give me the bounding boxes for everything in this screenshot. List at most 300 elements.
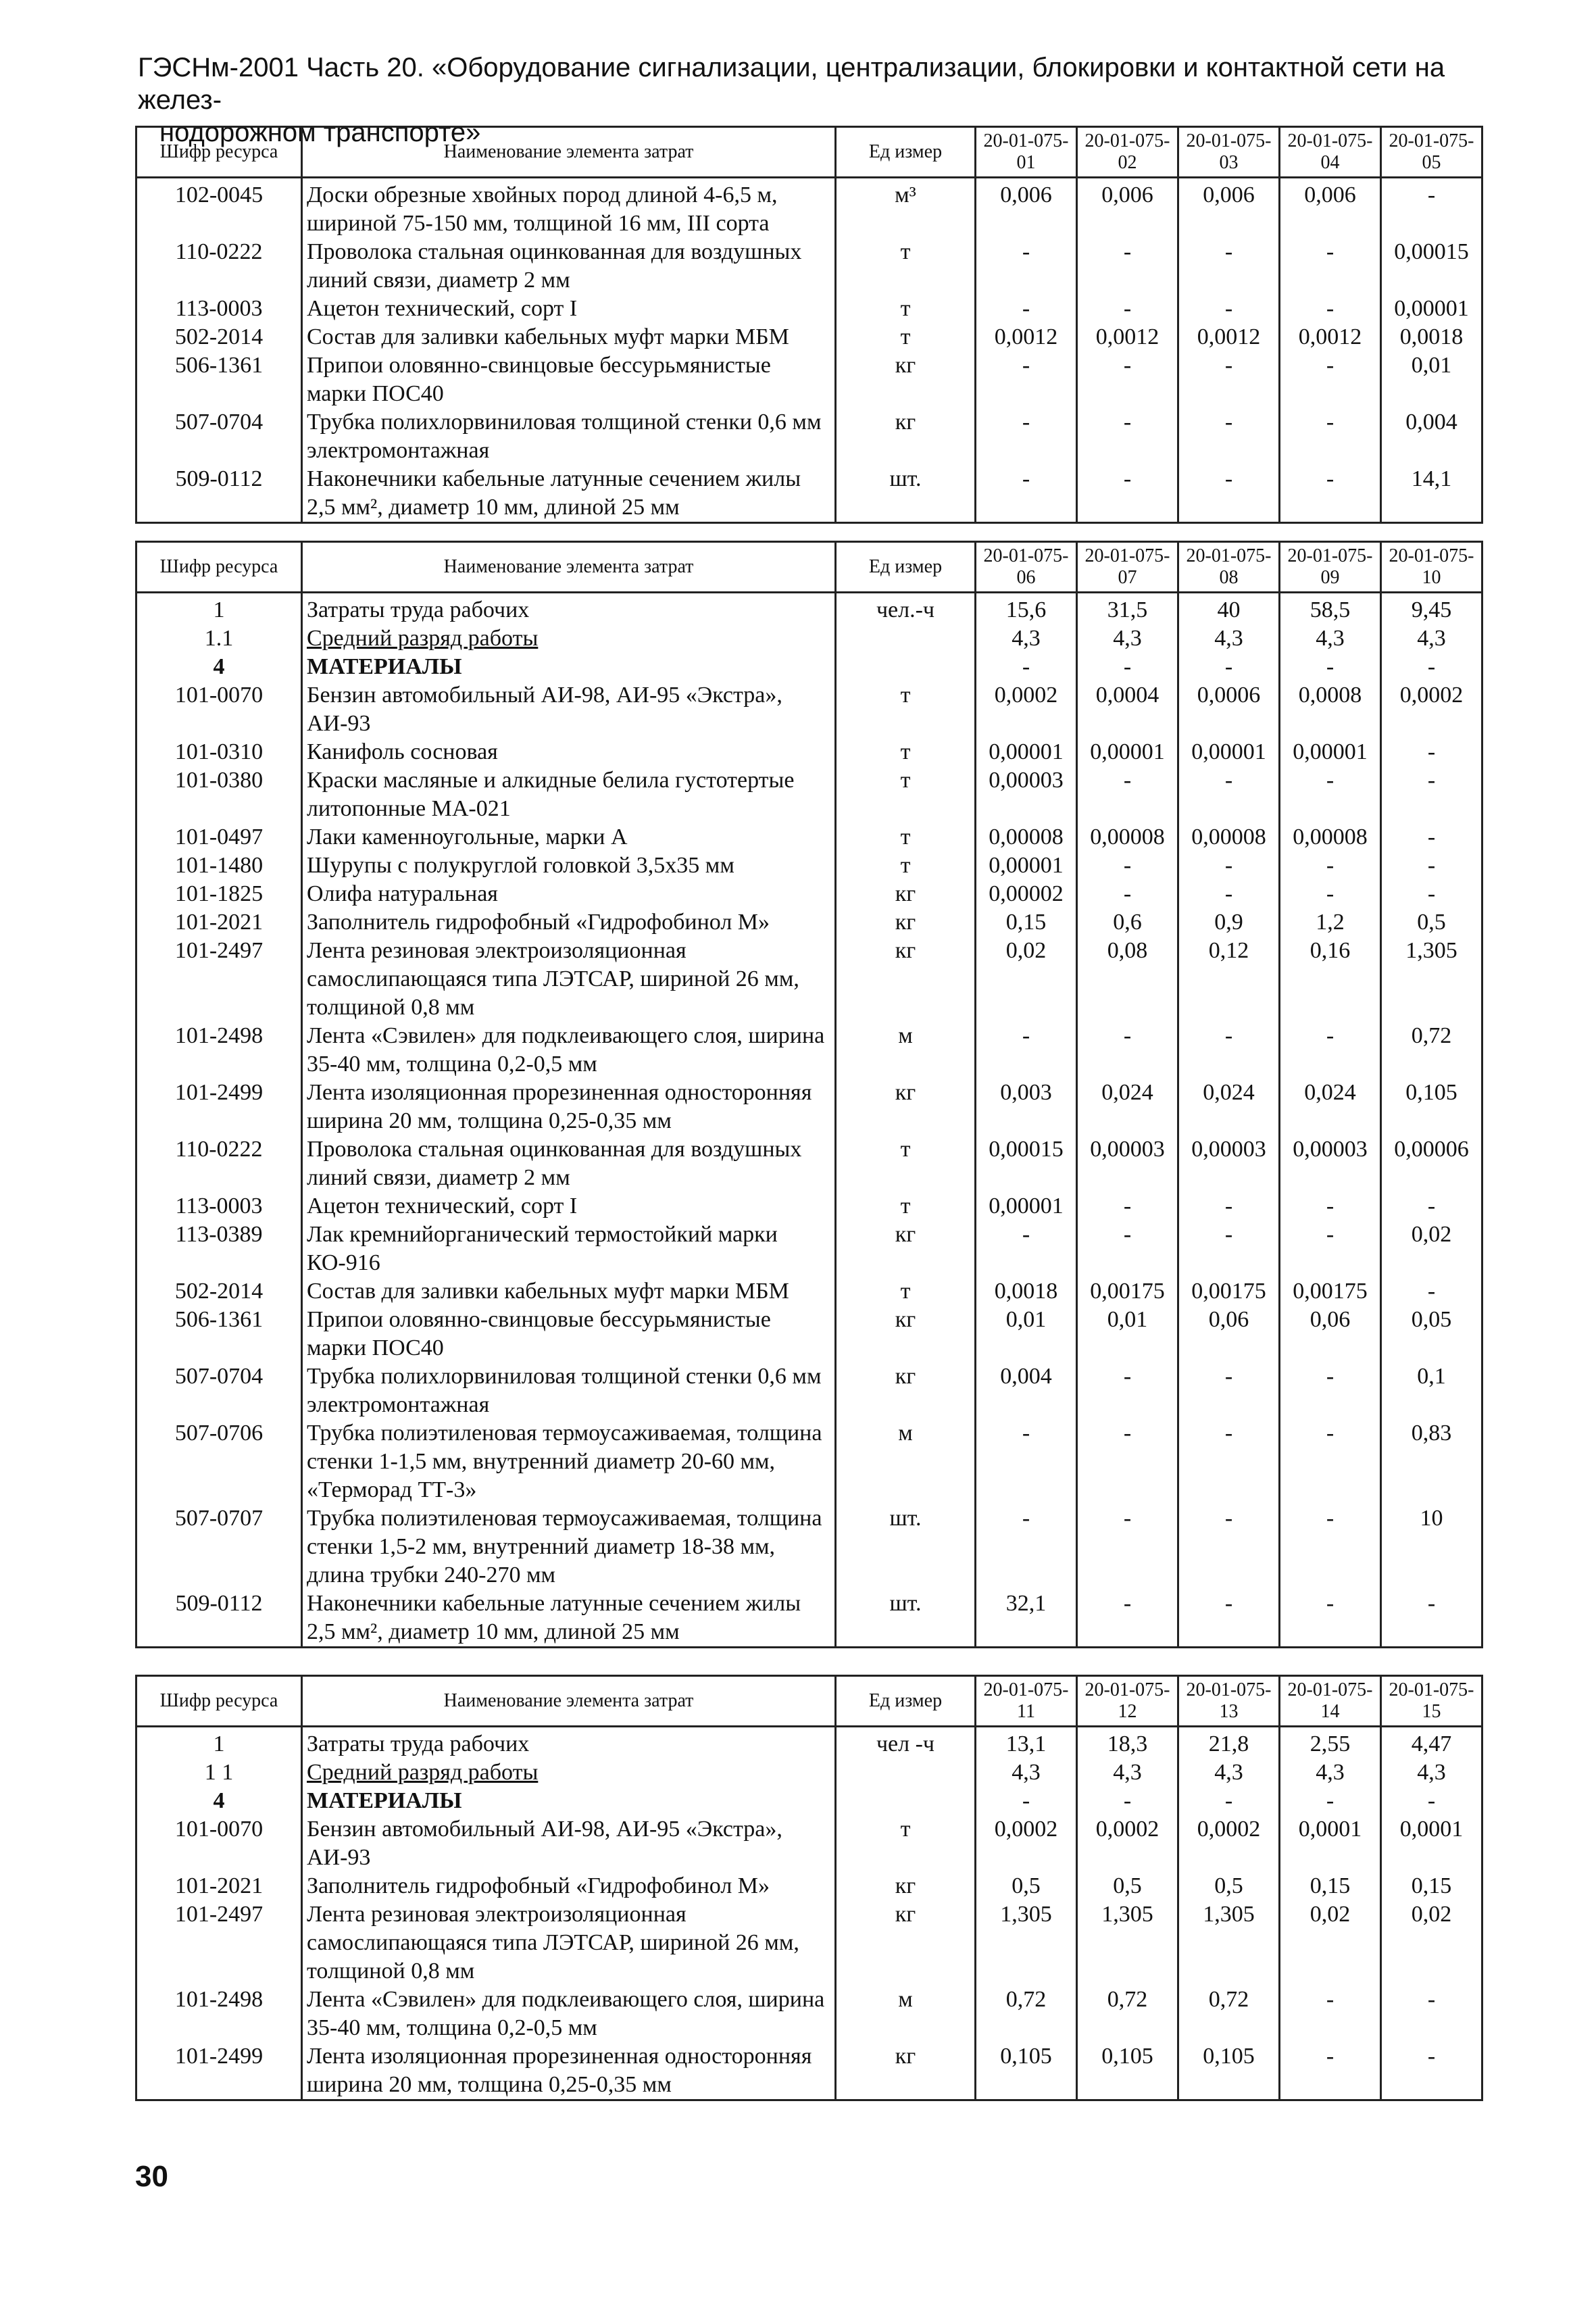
- resource-value: -: [1280, 1192, 1381, 1221]
- resource-value: -: [1381, 1787, 1482, 1815]
- resource-value: 0,1: [1381, 1362, 1482, 1419]
- resource-value: -: [1178, 1504, 1280, 1590]
- resource-name: Лента резиновая электроизоляционная самослипающаяся типа ЛЭТСАР, шириной 26 мм, толщиной 0,8 мм: [302, 937, 836, 1022]
- resource-value: 10: [1381, 1504, 1482, 1590]
- resource-name: Ацетон технический, сорт I: [302, 295, 836, 323]
- resource-name: Лаки каменноугольные, марки А: [302, 823, 836, 852]
- resource-code: 502-2014: [136, 1277, 302, 1306]
- table-row: [136, 880, 1482, 908]
- table-row: [136, 238, 1482, 295]
- resource-unit: т: [836, 766, 976, 823]
- resource-value: -: [1381, 653, 1482, 681]
- resource-value: -: [1178, 351, 1280, 408]
- resource-value: 0,024: [1178, 1079, 1280, 1135]
- resource-value: -: [1381, 880, 1482, 908]
- resource-code: 101-0070: [136, 1815, 302, 1872]
- resource-code: 110-0222: [136, 238, 302, 295]
- table-row: [136, 1022, 1482, 1079]
- resource-value: 0,02: [976, 937, 1077, 1022]
- resource-unit: т: [836, 1815, 976, 1872]
- resource-unit: кг: [836, 1872, 976, 1900]
- resource-value: 0,5: [1077, 1872, 1178, 1900]
- resource-name: Средний разряд работы: [302, 624, 836, 653]
- column-header-norm: 20-01-075-09: [1280, 542, 1381, 593]
- column-header-norm: 20-01-075-08: [1178, 542, 1280, 593]
- table-header-row: [136, 1676, 1482, 1727]
- table-row: [136, 323, 1482, 351]
- resource-unit: т: [836, 238, 976, 295]
- resource-value: 0,02: [1381, 1900, 1482, 1986]
- resource-table-3: [135, 1675, 1483, 2101]
- resource-name: Заполнитель гидрофобный «Гидрофобинол М»: [302, 908, 836, 937]
- resource-unit: т: [836, 1192, 976, 1221]
- resource-value: -: [1381, 178, 1482, 239]
- resource-value: 31,5: [1077, 593, 1178, 625]
- table-row: [136, 1192, 1482, 1221]
- resource-unit: кг: [836, 1306, 976, 1362]
- resource-value: -: [1178, 408, 1280, 465]
- resource-value: 4,3: [1077, 624, 1178, 653]
- resource-name: Лента изоляционная прорезиненная односторонняя ширина 20 мм, толщина 0,25-0,35 мм: [302, 2042, 836, 2100]
- resource-value: -: [1077, 1590, 1178, 1648]
- column-header-name: Наименование элемента затрат: [302, 127, 836, 178]
- resource-value: -: [1178, 1419, 1280, 1504]
- resource-value: -: [1381, 852, 1482, 880]
- table-row: [136, 1900, 1482, 1986]
- resource-value: -: [976, 1419, 1077, 1504]
- resource-value: -: [1178, 238, 1280, 295]
- resource-value: -: [1077, 465, 1178, 523]
- resource-value: -: [1381, 1590, 1482, 1648]
- resource-value: 0,12: [1178, 937, 1280, 1022]
- resource-unit: чел -ч: [836, 1727, 976, 1759]
- table-row: [136, 823, 1482, 852]
- resource-value: 1,305: [1381, 937, 1482, 1022]
- resource-value: 0,72: [1178, 1986, 1280, 2042]
- resource-value: 0,024: [1280, 1079, 1381, 1135]
- resource-unit: кг: [836, 880, 976, 908]
- resource-value: 0,15: [1280, 1872, 1381, 1900]
- resource-code: 101-2021: [136, 1872, 302, 1900]
- resource-value: 0,0012: [976, 323, 1077, 351]
- resource-code: 507-0707: [136, 1504, 302, 1590]
- table-header-row: [136, 542, 1482, 593]
- resource-value: 0,00008: [976, 823, 1077, 852]
- resource-unit: кг: [836, 908, 976, 937]
- resource-value: 0,00001: [1381, 295, 1482, 323]
- table-row: [136, 1306, 1482, 1362]
- resource-value: 1,2: [1280, 908, 1381, 937]
- resource-value: 32,1: [976, 1590, 1077, 1648]
- resource-value: 0,01: [1077, 1306, 1178, 1362]
- resource-code: 101-2497: [136, 1900, 302, 1986]
- resource-value: 0,72: [1077, 1986, 1178, 2042]
- resource-value: -: [1178, 1022, 1280, 1079]
- resource-unit: т: [836, 823, 976, 852]
- resource-value: 0,00015: [1381, 238, 1482, 295]
- resource-unit: шт.: [836, 1504, 976, 1590]
- resource-name: Лента «Сэвилен» для подклеивающего слоя, ширина 35-40 мм, толщина 0,2-0,5 мм: [302, 1986, 836, 2042]
- resource-unit: чел.-ч: [836, 593, 976, 625]
- resource-name: Бензин автомобильный АИ-98, АИ-95 «Экстра», АИ-93: [302, 1815, 836, 1872]
- resource-value: 1,305: [976, 1900, 1077, 1986]
- resource-value: 13,1: [976, 1727, 1077, 1759]
- table-row: [136, 178, 1482, 239]
- resource-unit: т: [836, 738, 976, 766]
- table-row: [136, 1135, 1482, 1192]
- resource-value: 15,6: [976, 593, 1077, 625]
- resource-value: -: [976, 1787, 1077, 1815]
- resource-code: 101-1825: [136, 880, 302, 908]
- resource-code: 102-0045: [136, 178, 302, 239]
- resource-code: 506-1361: [136, 351, 302, 408]
- column-header-norm: 20-01-075-02: [1077, 127, 1178, 178]
- resource-value: -: [1178, 465, 1280, 523]
- resource-value: 0,0002: [1178, 1815, 1280, 1872]
- resource-value: 0,00001: [1077, 738, 1178, 766]
- resource-value: -: [1077, 1192, 1178, 1221]
- resource-value: 0,5: [976, 1872, 1077, 1900]
- resource-value: 0,003: [976, 1079, 1077, 1135]
- resource-name: Проволока стальная оцинкованная для воздушных линий связи, диаметр 2 мм: [302, 1135, 836, 1192]
- table-row: [136, 408, 1482, 465]
- column-header-norm: 20-01-075-14: [1280, 1676, 1381, 1727]
- resource-value: 0,00003: [976, 766, 1077, 823]
- resource-value: 9,45: [1381, 593, 1482, 625]
- resource-value: -: [976, 653, 1077, 681]
- resource-value: -: [1178, 1787, 1280, 1815]
- resource-value: 0,00175: [1077, 1277, 1178, 1306]
- resource-unit: кг: [836, 1221, 976, 1277]
- resource-value: 0,00175: [1280, 1277, 1381, 1306]
- resource-unit: кг: [836, 1900, 976, 1986]
- resource-value: -: [1077, 351, 1178, 408]
- resource-value: -: [1077, 766, 1178, 823]
- column-header-norm: 20-01-075-03: [1178, 127, 1280, 178]
- resource-value: 21,8: [1178, 1727, 1280, 1759]
- resource-value: 0,0006: [1178, 681, 1280, 738]
- table-row: [136, 1986, 1482, 2042]
- resource-value: 0,15: [976, 908, 1077, 937]
- column-header-norm: 20-01-075-04: [1280, 127, 1381, 178]
- resource-value: 0,0002: [976, 681, 1077, 738]
- resource-value: 0,00008: [1077, 823, 1178, 852]
- resource-value: 0,00006: [1381, 1135, 1482, 1192]
- resource-value: 1,305: [1077, 1900, 1178, 1986]
- table-row: [136, 1758, 1482, 1787]
- table-row: [136, 1419, 1482, 1504]
- resource-value: -: [1178, 1221, 1280, 1277]
- resource-value: -: [976, 238, 1077, 295]
- resource-value: 0,00001: [976, 738, 1077, 766]
- table-row: [136, 295, 1482, 323]
- resource-value: 0,105: [1381, 1079, 1482, 1135]
- resource-unit: т: [836, 295, 976, 323]
- resource-value: -: [1178, 1362, 1280, 1419]
- resource-value: 0,00001: [1178, 738, 1280, 766]
- table-row: [136, 766, 1482, 823]
- resource-unit: м: [836, 1022, 976, 1079]
- resource-name: Ацетон технический, сорт I: [302, 1192, 836, 1221]
- resource-value: 0,105: [1178, 2042, 1280, 2100]
- resource-value: -: [1280, 1787, 1381, 1815]
- resource-value: -: [1381, 738, 1482, 766]
- resource-value: -: [1077, 1787, 1178, 1815]
- resource-name: Трубка полихлорвиниловая толщиной стенки 0,6 мм электромонтажная: [302, 408, 836, 465]
- resource-value: 0,0018: [1381, 323, 1482, 351]
- resource-value: 0,006: [976, 178, 1077, 239]
- resource-value: -: [1280, 1419, 1381, 1504]
- resource-value: 4,3: [1280, 624, 1381, 653]
- resource-code: 506-1361: [136, 1306, 302, 1362]
- resource-value: 0,00001: [1280, 738, 1381, 766]
- resource-unit: м: [836, 1419, 976, 1504]
- table-row: [136, 1815, 1482, 1872]
- resource-value: -: [1280, 653, 1381, 681]
- resource-unit: кг: [836, 1079, 976, 1135]
- resource-value: 0,00002: [976, 880, 1077, 908]
- resource-name: Наконечники кабельные латунные сечением жилы 2,5 мм², диаметр 10 мм, длиной 25 мм: [302, 465, 836, 523]
- resource-name: Лента резиновая электроизоляционная самослипающаяся типа ЛЭТСАР, шириной 26 мм, толщиной 0,8 мм: [302, 1900, 836, 1986]
- resource-code: 101-2498: [136, 1986, 302, 2042]
- resource-value: 0,6: [1077, 908, 1178, 937]
- table-row: [136, 738, 1482, 766]
- resource-value: 2,55: [1280, 1727, 1381, 1759]
- resource-value: -: [1280, 880, 1381, 908]
- table-row: [136, 1504, 1482, 1590]
- resource-value: -: [1280, 2042, 1381, 2100]
- resource-value: 0,00008: [1280, 823, 1381, 852]
- resource-name: Затраты труда рабочих: [302, 1727, 836, 1759]
- resource-name: Трубка полиэтиленовая термоусаживаемая, толщина стенки 1,5-2 мм, внутренний диаметр 18-38 мм, длина трубки 240-270 мм: [302, 1504, 836, 1590]
- resource-code: 4: [136, 1787, 302, 1815]
- resource-value: -: [1178, 852, 1280, 880]
- resource-value: 0,00001: [976, 1192, 1077, 1221]
- resource-value: -: [976, 351, 1077, 408]
- resource-value: 18,3: [1077, 1727, 1178, 1759]
- resource-unit: т: [836, 852, 976, 880]
- resource-unit: [836, 624, 976, 653]
- resource-name: Состав для заливки кабельных муфт марки МБМ: [302, 1277, 836, 1306]
- column-header-norm: 20-01-075-12: [1077, 1676, 1178, 1727]
- resource-unit: кг: [836, 1362, 976, 1419]
- resource-code: 101-2498: [136, 1022, 302, 1079]
- resource-name: Доски обрезные хвойных пород длиной 4-6,5 м, шириной 75-150 мм, толщиной 16 мм, III сорта: [302, 178, 836, 239]
- header-line-2: нодорожном транспорте»: [159, 118, 481, 147]
- resource-value: 0,05: [1381, 1306, 1482, 1362]
- resource-value: -: [1280, 1590, 1381, 1648]
- resource-unit: т: [836, 1277, 976, 1306]
- column-header-norm: 20-01-075-06: [976, 542, 1077, 593]
- table-row: [136, 1727, 1482, 1759]
- resource-value: 0,02: [1381, 1221, 1482, 1277]
- resource-unit: [836, 1758, 976, 1787]
- resource-value: 0,0001: [1381, 1815, 1482, 1872]
- resource-name: МАТЕРИАЛЫ: [302, 1787, 836, 1815]
- table-row: [136, 593, 1482, 625]
- resource-value: 4,3: [1381, 1758, 1482, 1787]
- resource-value: -: [1280, 1221, 1381, 1277]
- column-header-norm: 20-01-075-15: [1381, 1676, 1482, 1727]
- resource-name: Припои оловянно-свинцовые бессурьмянистые марки ПОС40: [302, 1306, 836, 1362]
- table-row: [136, 653, 1482, 681]
- resource-value: 0,5: [1381, 908, 1482, 937]
- resource-value: -: [1280, 351, 1381, 408]
- resource-unit: [836, 1787, 976, 1815]
- resource-unit: т: [836, 681, 976, 738]
- table-row: [136, 852, 1482, 880]
- resource-value: 0,0018: [976, 1277, 1077, 1306]
- resource-value: 4,3: [976, 624, 1077, 653]
- resource-value: -: [1077, 295, 1178, 323]
- column-header-norm: 20-01-075-07: [1077, 542, 1178, 593]
- column-header-code: Шифр ресурса: [136, 542, 302, 593]
- resource-value: 0,0012: [1280, 323, 1381, 351]
- resource-value: -: [1077, 408, 1178, 465]
- resource-value: 0,0002: [976, 1815, 1077, 1872]
- column-header-code: Шифр ресурса: [136, 1676, 302, 1727]
- resource-code: 101-0380: [136, 766, 302, 823]
- resource-code: 4: [136, 653, 302, 681]
- resource-value: -: [1178, 880, 1280, 908]
- resource-value: 0,0002: [1077, 1815, 1178, 1872]
- table-row: [136, 624, 1482, 653]
- resource-name: Шурупы с полукруглой головкой 3,5х35 мм: [302, 852, 836, 880]
- resource-code: 507-0706: [136, 1419, 302, 1504]
- resource-value: 0,00003: [1280, 1135, 1381, 1192]
- column-header-norm: 20-01-075-11: [976, 1676, 1077, 1727]
- resource-name: Лента изоляционная прорезиненная односторонняя ширина 20 мм, толщина 0,25-0,35 мм: [302, 1079, 836, 1135]
- resource-name: Трубка полихлорвиниловая толщиной стенки 0,6 мм электромонтажная: [302, 1362, 836, 1419]
- resource-value: -: [1280, 408, 1381, 465]
- resource-code: 101-0310: [136, 738, 302, 766]
- resource-value: 0,00015: [976, 1135, 1077, 1192]
- resource-table-1: [135, 126, 1483, 524]
- resource-value: 0,00003: [1077, 1135, 1178, 1192]
- resource-value: 4,3: [1381, 624, 1482, 653]
- column-header-unit: Ед измер: [836, 1676, 976, 1727]
- resource-value: -: [1280, 1022, 1381, 1079]
- resource-value: 0,0012: [1178, 323, 1280, 351]
- resource-value: -: [1077, 653, 1178, 681]
- resource-value: 0,01: [1381, 351, 1482, 408]
- resource-code: 101-2497: [136, 937, 302, 1022]
- resource-name: Наконечники кабельные латунные сечением жилы 2,5 мм², диаметр 10 мм, длиной 25 мм: [302, 1590, 836, 1648]
- resource-value: -: [1280, 1362, 1381, 1419]
- resource-unit: шт.: [836, 465, 976, 523]
- resource-name: Канифоль сосновая: [302, 738, 836, 766]
- resource-value: -: [1280, 852, 1381, 880]
- resource-value: 0,00008: [1178, 823, 1280, 852]
- resource-value: -: [1077, 1504, 1178, 1590]
- resource-value: 0,024: [1077, 1079, 1178, 1135]
- resource-code: 502-2014: [136, 323, 302, 351]
- resource-code: 1: [136, 593, 302, 625]
- table-row: [136, 1872, 1482, 1900]
- resource-value: 40: [1178, 593, 1280, 625]
- resource-value: -: [976, 1504, 1077, 1590]
- resource-value: -: [1077, 1362, 1178, 1419]
- resource-value: 4,3: [1178, 624, 1280, 653]
- resource-unit: шт.: [836, 1590, 976, 1648]
- resource-value: -: [1381, 1192, 1482, 1221]
- resource-value: -: [1178, 653, 1280, 681]
- column-header-norm: 20-01-075-13: [1178, 1676, 1280, 1727]
- resource-code: 101-2499: [136, 1079, 302, 1135]
- resource-code: 101-1480: [136, 852, 302, 880]
- resource-name: Припои оловянно-свинцовые бессурьмянистые марки ПОС40: [302, 351, 836, 408]
- resource-code: 113-0003: [136, 1192, 302, 1221]
- resource-value: 0,006: [1280, 178, 1381, 239]
- resource-value: 0,02: [1280, 1900, 1381, 1986]
- resource-value: -: [1381, 823, 1482, 852]
- column-header-norm: 20-01-075-10: [1381, 542, 1482, 593]
- resource-value: 0,72: [1381, 1022, 1482, 1079]
- resource-value: -: [1280, 238, 1381, 295]
- resource-code: 509-0112: [136, 465, 302, 523]
- column-header-name: Наименование элемента затрат: [302, 1676, 836, 1727]
- resource-unit: т: [836, 323, 976, 351]
- resource-unit: кг: [836, 408, 976, 465]
- resource-name: Лента «Сэвилен» для подклеивающего слоя, ширина 35-40 мм, толщина 0,2-0,5 мм: [302, 1022, 836, 1079]
- resource-value: 0,105: [976, 2042, 1077, 2100]
- resource-value: -: [976, 295, 1077, 323]
- resource-name: Средний разряд работы: [302, 1758, 836, 1787]
- resource-value: 0,72: [976, 1986, 1077, 2042]
- table-row: [136, 1787, 1482, 1815]
- resource-value: 14,1: [1381, 465, 1482, 523]
- resource-code: 110-0222: [136, 1135, 302, 1192]
- table-row: [136, 2042, 1482, 2100]
- resource-value: -: [1280, 295, 1381, 323]
- table-row: [136, 1221, 1482, 1277]
- column-header-unit: Ед измер: [836, 127, 976, 178]
- resource-name: Трубка полиэтиленовая термоусаживаемая, толщина стенки 1-1,5 мм, внутренний диаметр 20-60 мм, «Терморад ТТ-3»: [302, 1419, 836, 1504]
- resource-value: -: [1077, 1419, 1178, 1504]
- resource-unit: м³: [836, 178, 976, 239]
- resource-code: 101-2499: [136, 2042, 302, 2100]
- resource-value: -: [1178, 766, 1280, 823]
- resource-value: 4,3: [1077, 1758, 1178, 1787]
- resource-value: 0,08: [1077, 937, 1178, 1022]
- column-header-name: Наименование элемента затрат: [302, 542, 836, 593]
- resource-value: 4,3: [1178, 1758, 1280, 1787]
- table-row: [136, 1590, 1482, 1648]
- resource-code: 507-0704: [136, 1362, 302, 1419]
- resource-unit: кг: [836, 2042, 976, 2100]
- resource-code: 509-0112: [136, 1590, 302, 1648]
- resource-value: -: [1178, 1590, 1280, 1648]
- resource-code: 101-0070: [136, 681, 302, 738]
- table-row: [136, 1362, 1482, 1419]
- resource-value: 0,00003: [1178, 1135, 1280, 1192]
- resource-value: -: [1381, 1277, 1482, 1306]
- resource-code: 507-0704: [136, 408, 302, 465]
- table-row: [136, 465, 1482, 523]
- resource-value: 0,06: [1178, 1306, 1280, 1362]
- resource-value: 58,5: [1280, 593, 1381, 625]
- resource-value: -: [976, 408, 1077, 465]
- table-header-row: [136, 127, 1482, 178]
- resource-name: Заполнитель гидрофобный «Гидрофобинол М»: [302, 1872, 836, 1900]
- column-header-norm: 20-01-075-05: [1381, 127, 1482, 178]
- table-row: [136, 1079, 1482, 1135]
- resource-value: -: [976, 1221, 1077, 1277]
- column-header-code: Шифр ресурса: [136, 127, 302, 178]
- resource-table-2: [135, 541, 1483, 1648]
- header-line-1: ГЭСНм-2001 Часть 20. «Оборудование сигнализации, централизации, блокировки и контактной сети на желез-: [138, 53, 1445, 115]
- column-header-unit: Ед измер: [836, 542, 976, 593]
